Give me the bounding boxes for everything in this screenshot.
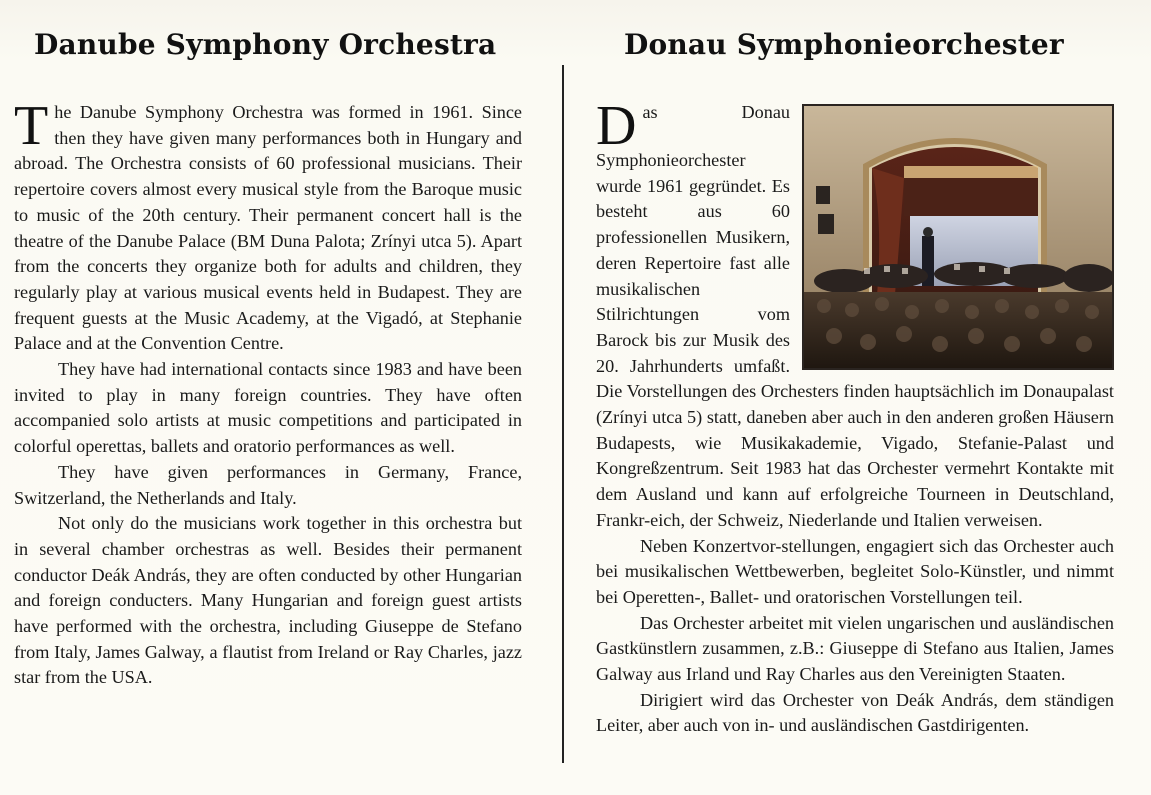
english-body: [14, 95, 522, 691]
german-title: Donau Symphonieorchester: [624, 28, 1064, 61]
english-paragraph-4: Not only do the musicians work together in this orchestra but in several chamber orchestras as well. Besides their permanent conductor Deák András, they are often conducted by other Hungarian and foreign conducters. Many Hungarian and foreign guest artists have performed with the orchestra, including Giuseppe de Stefano from Italy, James Galway, a flautist from Ireland or Ray Charles, jazz star from the USA.: [14, 513, 522, 688]
german-paragraph-3: Das Orchester arbeitet mit vielen ungarischen und ausländischen Gastkünstlern zusammen, z.B.: Giuseppe di Stefano aus Italien, James Galway aus Irland und Ray Charles aus den Vereinigten Staaten.: [596, 612, 1114, 685]
german-paragraph-1: D as Donau Symphonieorchester wurde 1961 gegründet. Es besteht aus 60 professionellen Musikern, deren Repertoire fast alle musikalischen Stilrichtungen vom Barock bis zur Musik des 20. Jahrhunderts umfaßt. Die Vorstellungen des Orchesters finden hauptsächlich im Donaupalast (Zrínyi utca 5) statt, daneben aber auch in den anderen großen Häusern Budapests, wie Musikakademie, Vigado, Stefanie-Palast und Kongreßzentrum. Seit 1983 hat das Orchester vermehrt Kontakte mit dem Ausland und kann auf erfolgreiche Tourneen in Deutschland, Frankr-eich, der Schweiz, Niederlande und Italien verweisen.: [596, 95, 1114, 530]
orchestra-concert-image: [804, 106, 1112, 368]
german-paragraph-2: Neben Konzertvor-stellungen, engagiert sich das Orchester auch bei musikalischen Wettbewerben, begleitet Solo-Künstler, und nimmt bei Operetten-, Ballet- und oratorischen Vorstellungen teil.: [596, 535, 1114, 607]
english-title: Danube Symphony Orchestra: [34, 28, 497, 61]
english-dropcap: T: [14, 95, 49, 157]
german-body: [596, 95, 1114, 739]
english-paragraph-3: They have given performances in Germany, France, Switzerland, the Netherlands and Italy.: [14, 461, 522, 508]
column-divider: [562, 65, 564, 763]
german-dropcap: D: [596, 95, 637, 157]
concert-hall-photo: [802, 104, 1114, 370]
english-paragraph-1: The Danube Symphony Orchestra was formed in 1961. Since then they have given many performances both in Hungary and abroad. The Orchestra consists of 60 professional musicians. Their repertoire covers almost every musical style from the Baroque music to music of the 20th century. Their permanent concert hall is the theatre of the Danube Palace (BM Duna Palota; Zrínyi utca 5). Apart from the concerts they organize both for adults and children, they regularly play at various musical events held in Budapest. They are frequent guests at the Music Academy, at the Vigadó, at Stephanie Palace and at the Convention Centre.: [14, 95, 522, 354]
english-paragraph-2: They have had international contacts since 1983 and have been invited to play in many foreign countries. They have often accompanied solo artists at music competitions and participated in colorful operettas, ballets and oratorio performances as well.: [14, 359, 522, 457]
german-paragraph-4: Dirigiert wird das Orchester von Deák András, dem ständigen Leiter, aber auch von in- und ausländischen Gastdirigenten.: [596, 689, 1114, 736]
